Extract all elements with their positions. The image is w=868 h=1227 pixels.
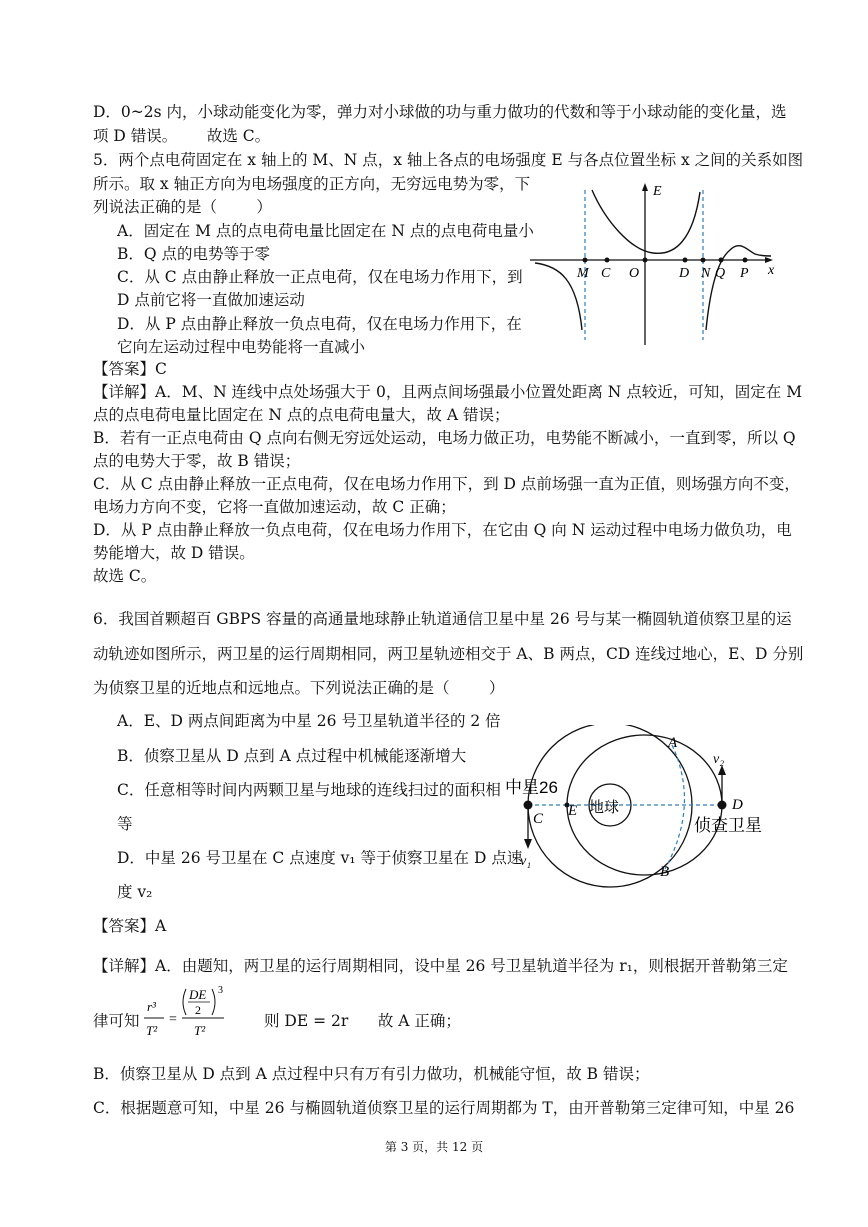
point-c — [605, 258, 610, 263]
q6-stem-line3: 为侦察卫星的近地点和远地点。下列说法正确的是（ ） — [93, 679, 505, 697]
label-c: C — [601, 266, 611, 281]
label-q: Q — [715, 266, 726, 281]
formula-rhs-denominator: T² — [194, 1023, 206, 1038]
q5-option-b: B．Q 点的电势等于零 — [117, 245, 271, 263]
kepler-formula — [140, 985, 250, 1049]
formula-rhs-numerator: DE — [189, 987, 207, 1002]
point-m — [583, 258, 588, 263]
q5-explain-6: 电场力方向不变，它将一直做加速运动，故 C 正确； — [93, 498, 456, 516]
q6-option-a: A．E、D 两点间距离为中星 26 号卫星轨道半径的 2 倍 — [117, 712, 501, 730]
q5-stem-line3: 列说法正确的是（ ） — [93, 198, 272, 216]
label-a: A — [668, 735, 678, 751]
page-number-footer: 第 3 页，共 12 页 — [384, 1140, 484, 1154]
q6-option-d: D．中星 26 号卫星在 C 点速度 v₁ 等于侦察卫星在 D 点速 — [117, 849, 523, 867]
q5-explain-7: D．从 P 点由静止释放一负点电荷，仅在电场力作用下，在它由 Q 向 N 运动过程中电场力做负功，电 — [93, 521, 792, 539]
formula-rhs-power: 3 — [218, 985, 223, 996]
q6-explain-2-prefix: 律可知 — [93, 1012, 140, 1030]
label-o: O — [629, 266, 640, 281]
q5-explain-1: 【详解】A．M、N 连线中点处场强大于 0，且两点间场强最小位置处距离 N 点较近，可知，固定在 M — [93, 383, 803, 401]
q4-option-d-line2: 项 D 错误。 故选 C。 — [93, 127, 271, 145]
q5-option-c-cont: D 点前它将一直做加速运动 — [117, 291, 305, 309]
label-c: C — [533, 811, 544, 827]
label-m: M — [577, 266, 589, 281]
q6-explain-2-conclusion: 则 DE = 2r 故 A 正确； — [264, 1012, 461, 1030]
q5-answer: 【答案】C — [93, 360, 167, 378]
formula-lhs-denominator: T² — [146, 1023, 158, 1038]
label-b: B — [660, 864, 670, 880]
label-zx26: 中星26 — [505, 778, 558, 797]
formula-rhs-two: 2 — [195, 1003, 201, 1017]
point-n — [701, 258, 706, 263]
q5-option-d: D．从 P 点由静止释放一负点电荷，仅在电场力作用下，在 — [117, 315, 522, 333]
label-earth: 地球 — [589, 799, 620, 816]
q5-explain-4: 点的电势大于零，故 B 错误； — [93, 452, 301, 470]
point-d — [683, 258, 688, 263]
q6-stem-line1: 6．我国首颗超百 GBPS 容量的高通量地球静止轨道通信卫星中星 26 号与某一椭圆轨道侦察卫星的运 — [93, 610, 792, 628]
formula-equals: = — [169, 1012, 177, 1027]
q6-orbit-figure — [500, 725, 790, 895]
label-d: D — [732, 797, 743, 813]
q4-option-d-line1: D．0~2s 内，小球动能变化为零，弹力对小球做的功与重力做功的代数和等于小球动能的变化量，选 — [93, 103, 787, 121]
q5-explain-8: 势能增大，故 D 错误。 — [93, 544, 255, 562]
q5-field-figure — [525, 180, 785, 350]
label-e-axis: E — [653, 184, 662, 199]
q5-explain-5: C．从 C 点由静止释放一正点电荷，仅在电场力作用下，到 D 点前场强一直为正值，则场强方向不变， — [93, 475, 800, 493]
label-d: D — [679, 266, 690, 281]
q5-explain-3: B．若有一正点电荷由 Q 点向右侧无穷远处运动，电场力做正功，电势能不断减小，一直到零，所以 Q — [93, 429, 796, 447]
q5-option-d-cont: 它向左运动过程中电势能将一直减小 — [117, 338, 366, 356]
label-e: E — [568, 803, 578, 819]
label-n: N — [701, 266, 711, 281]
point-q — [719, 258, 724, 263]
point-o — [643, 258, 648, 263]
q5-explain-2: 点的点电荷电量比固定在 N 点的点电荷电量大，故 A 错误； — [93, 406, 510, 424]
q6-explain-3: B．侦察卫星从 D 点到 A 点过程中只有万有引力做功，机械能守恒，故 B 错误； — [93, 1065, 650, 1083]
q6-answer: 【答案】A — [93, 917, 167, 935]
q5-explain-9: 故选 C。 — [93, 567, 157, 585]
q6-stem-line2: 动轨迹如图所示，两卫星的运行周期相同，两卫星轨迹相交于 A、B 两点，CD 连线过地心，E、D 分别 — [93, 645, 804, 663]
label-v1: v₁ — [520, 854, 532, 869]
q6-option-d-cont: 度 v₂ — [117, 883, 153, 901]
label-spy-satellite: 侦查卫星 — [694, 816, 762, 835]
label-v2: v₂ — [713, 752, 725, 767]
formula-lhs-numerator: r³ — [147, 999, 156, 1014]
label-p: P — [740, 266, 749, 281]
q6-explain-4: C．根据题意可知，中星 26 与椭圆轨道侦察卫星的运行周期都为 T，由开普勒第三定律可知，中星 26 — [93, 1099, 795, 1117]
q5-stem-line2: 所示。取 x 轴正方向为电场强度的正方向，无穷远电势为零，下 — [93, 175, 531, 193]
q5-stem-line1: 5．两个点电荷固定在 x 轴上的 M、N 点，x 轴上各点的电场强度 E 与各点位置坐标 x 之间的关系如图 — [93, 151, 804, 169]
q6-option-c: C．任意相等时间内两颗卫星与地球的连线扫过的面积相 — [117, 781, 501, 799]
q6-explain-1: 【详解】A．由题知，两卫星的运行周期相同，设中星 26 号卫星轨道半径为 r₁，则根据开普勒第三定 — [93, 957, 788, 975]
q5-option-c: C．从 C 点由静止释放一正点电荷，仅在电场力作用下，到 — [117, 268, 523, 286]
label-x-axis: x — [768, 263, 775, 278]
q6-option-b: B．侦察卫星从 D 点到 A 点过程中机械能逐渐增大 — [117, 747, 467, 765]
point-p — [743, 258, 748, 263]
q6-option-c-cont: 等 — [117, 815, 133, 833]
q5-option-a: A．固定在 M 点的点电荷电量比固定在 N 点的点电荷电量小 — [117, 222, 534, 240]
